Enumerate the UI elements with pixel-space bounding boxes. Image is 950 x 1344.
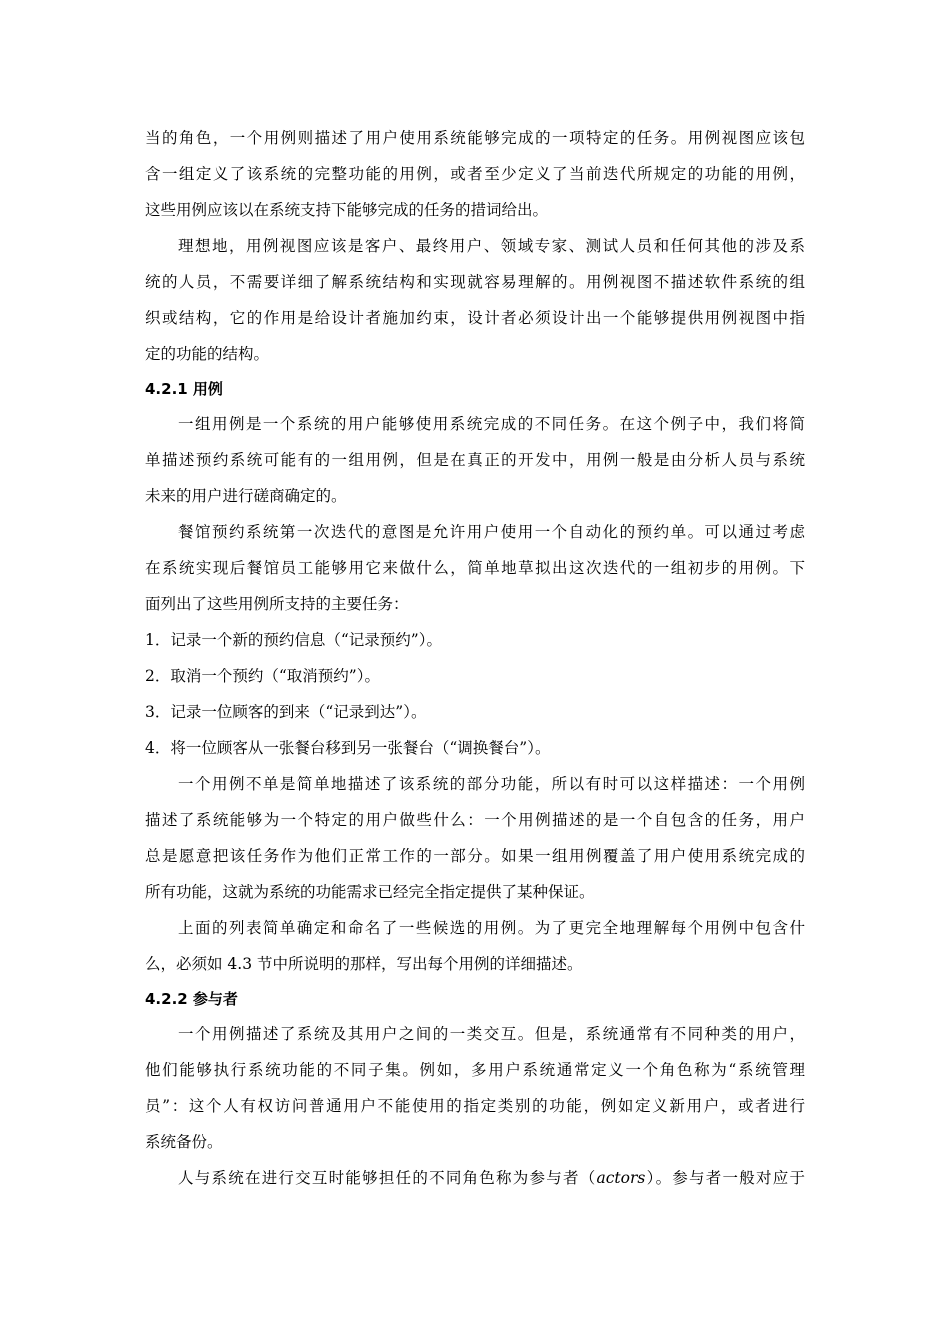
text-run: 人与系统在进行交互时能够担任的不同角色称为参与者（ (178, 1169, 597, 1187)
text-line: 他们能够执行系统功能的不同子集。例如，多用户系统通常定义一个角色称为“系统管理 (145, 1061, 805, 1079)
text-line: 一组用例是一个系统的用户能够使用系统完成的不同任务。在这个例子中，我们将简 (178, 415, 805, 433)
text-line: 织或结构，它的作用是给设计者施加约束，设计者必须设计出一个能够提供用例视图中指 (145, 309, 805, 327)
text-line: 所有功能，这就为系统的功能需求已经完全指定提供了某种保证。 (145, 883, 595, 901)
text-line: 在系统实现后餐馆员工能够用它来做什么，简单地草拟出这次迭代的一组初步的用例。下 (145, 559, 805, 577)
list-item: 3．记录一位顾客的到来（“记录到达”）。 (145, 703, 427, 721)
text-line: 理想地，用例视图应该是客户、最终用户、领域专家、测试人员和任何其他的涉及系 (178, 237, 805, 255)
text-line: 单描述预约系统可能有的一组用例，但是在真正的开发中，用例一般是由分析人员与系统 (145, 451, 805, 469)
text-run: ）。参与者一般对应于 (645, 1169, 805, 1187)
text-line: 餐馆预约系统第一次迭代的意图是允许用户使用一个自动化的预约单。可以通过考虑 (178, 523, 805, 541)
text-line: 当的角色，一个用例则描述了用户使用系统能够完成的一项特定的任务。用例视图应该包 (145, 129, 805, 147)
italic-term: actors (596, 1169, 646, 1187)
text-line: 未来的用户进行磋商确定的。 (145, 487, 347, 505)
text-line: 一个用例描述了系统及其用户之间的一类交互。但是，系统通常有不同种类的用户， (178, 1025, 805, 1043)
text-line: 一个用例不单是简单地描述了该系统的部分功能，所以有时可以这样描述：一个用例 (178, 775, 805, 793)
text-line: 么，必须如 4.3 节中所说明的那样，写出每个用例的详细描述。 (145, 955, 583, 973)
text-line: 描述了系统能够为一个特定的用户做些什么：一个用例描述的是一个自包含的任务，用户 (145, 811, 805, 829)
text-line: 含一组定义了该系统的完整功能的用例，或者至少定义了当前迭代所规定的功能的用例， (145, 165, 805, 183)
section-heading: 4.2.1 用例 (145, 380, 223, 398)
list-item: 1．记录一个新的预约信息（“记录预约”）。 (145, 631, 442, 649)
text-line: 这些用例应该以在系统支持下能够完成的任务的措词给出。 (145, 201, 549, 219)
text-line: 系统备份。 (145, 1133, 223, 1151)
list-item: 2．取消一个预约（“取消预约”）。 (145, 667, 380, 685)
text-line (178, 1168, 805, 1188)
section-heading: 4.2.2 参与者 (145, 990, 238, 1008)
list-item: 4．将一位顾客从一张餐台移到另一张餐台（“调换餐台”）。 (145, 739, 551, 757)
text-line: 员”：这个人有权访问普通用户不能使用的指定类别的功能，例如定义新用户，或者进行 (145, 1097, 805, 1115)
text-line: 面列出了这些用例所支持的主要任务： (145, 595, 409, 613)
text-line: 统的人员，不需要详细了解系统结构和实现就容易理解的。用例视图不描述软件系统的组 (145, 273, 805, 291)
text-line: 总是愿意把该任务作为他们正常工作的一部分。如果一组用例覆盖了用户使用系统完成的 (145, 847, 805, 865)
text-line: 定的功能的结构。 (145, 345, 270, 363)
text-line: 上面的列表简单确定和命名了一些候选的用例。为了更完全地理解每个用例中包含什 (178, 919, 805, 937)
